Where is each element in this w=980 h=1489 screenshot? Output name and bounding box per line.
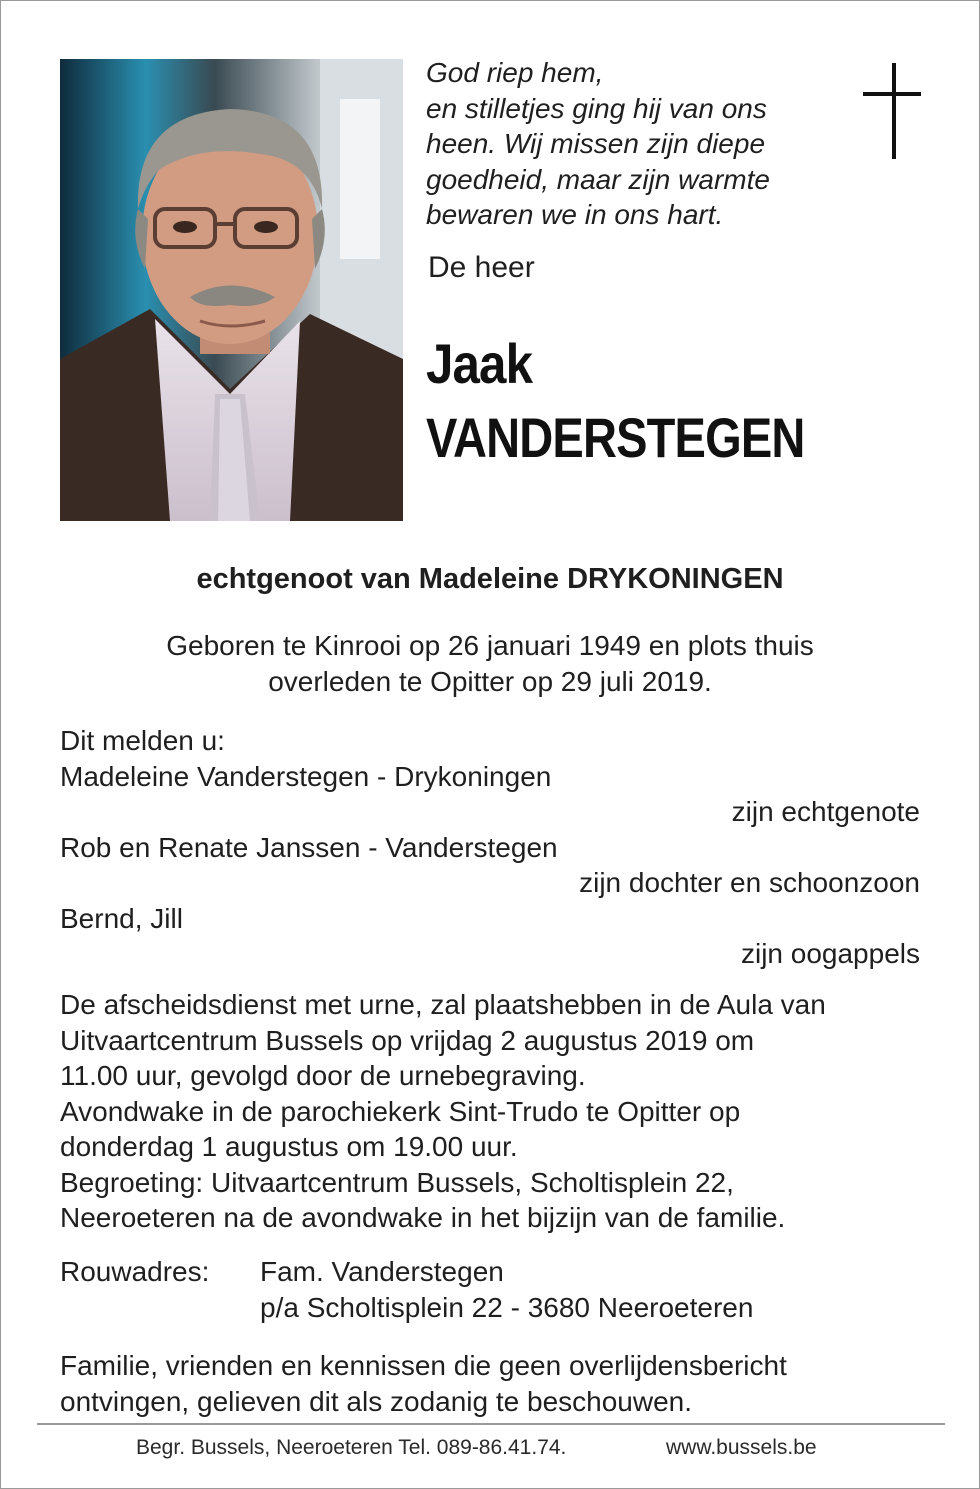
announcer-relation: zijn oogappels (740, 938, 920, 969)
address-line-1: Fam. Vanderstegen (260, 1256, 504, 1287)
address-label: Rouwadres: (60, 1256, 210, 1287)
announcers-intro: Dit melden u: (60, 725, 225, 756)
footer (136, 1436, 817, 1460)
footer-website-link[interactable]: www.bussels.be (666, 1436, 817, 1459)
last-name: VANDERSTEGEN (426, 406, 805, 469)
closing-note: Familie, vrienden en kennissen die geen overlijdensbericht ontvingen, gelieven dit als zodanig te beschouwen. (60, 1350, 787, 1417)
first-name: Jaak (426, 332, 533, 395)
birth-line-1: Geboren te Kinrooi op 26 januari 1949 en plots thuis (166, 630, 814, 661)
service-details: De afscheidsdienst met urne, zal plaatshebben in de Aula van Uitvaartcentrum Bussels op vrijdag 2 augustus 2019 om 11.00 uur, gevolgd door de urnebegraving. Avondwake in de parochiekerk Sint-Trudo te Opitter op donderdag 1 augustus om 19.00 uur. Begroeting: Uitvaartcentrum Bussels, Scholtisplein 22, Neeroeteren na de avondwake in het bijzijn van de familie. (60, 989, 826, 1233)
honorific: De heer (428, 251, 535, 284)
portrait-photo (60, 59, 403, 521)
announcer-name: Madeleine Vanderstegen - Drykoningen (60, 760, 552, 792)
birth-line-2: overleden te Opitter op 29 juli 2019. (268, 665, 712, 697)
announcer-name: Bernd, Jill (60, 902, 183, 934)
address-line-2: p/a Scholtisplein 22 - 3680 Neeroeteren (260, 1291, 754, 1323)
announcers-list (60, 723, 920, 972)
announcer-relation: zijn echtgenote (731, 796, 920, 827)
footer-divider (37, 1423, 945, 1425)
birth-death-info (1, 628, 979, 699)
cross-icon (863, 63, 925, 161)
footer-company: Begr. Bussels, Neeroeteren Tel. 089-86.41.74. (136, 1436, 567, 1459)
portrait-illustration (60, 59, 403, 521)
spouse-line: echtgenoot van Madeleine DRYKONINGEN (196, 563, 784, 595)
address-lines (260, 1254, 753, 1325)
poem-text: God riep hem, en stilletjes ging hij van ons heen. Wij missen zijn diepe goedheid, maar zijn warmte bewaren we in ons hart. (426, 57, 770, 230)
announcer-name: Rob en Renate Janssen - Vanderstegen (60, 831, 558, 863)
announcer-relation: zijn dochter en schoonzoon (579, 867, 920, 898)
